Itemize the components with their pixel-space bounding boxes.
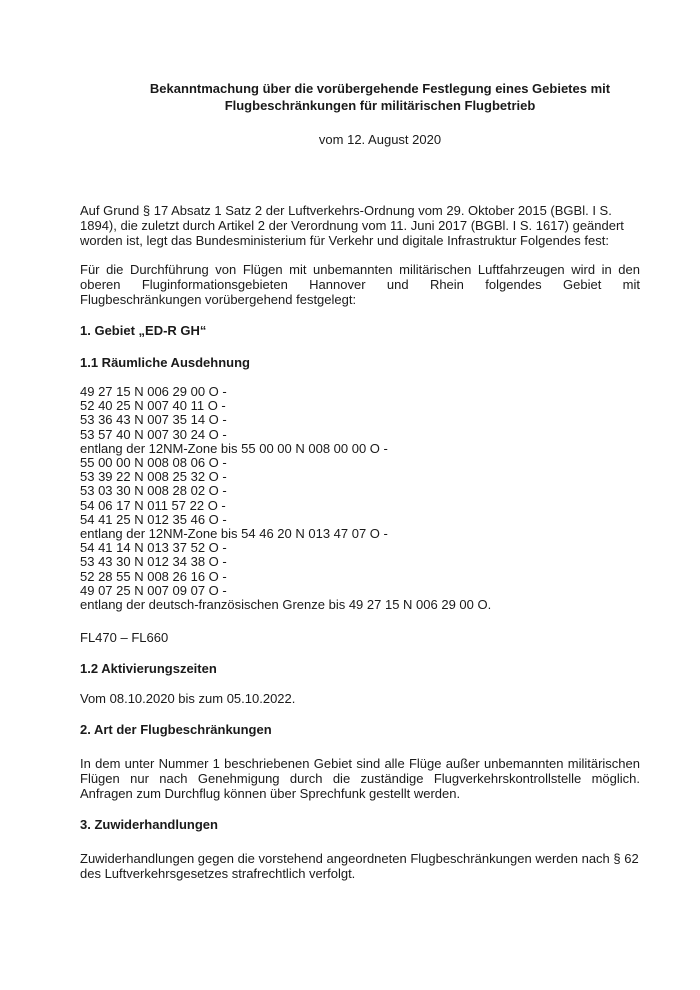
coordinate-line: entlang der 12NM-Zone bis 54 46 20 N 013 47 07 O - [80,526,388,542]
coordinate-list [80,385,640,612]
coordinate-line: 54 41 25 N 012 35 46 O - [80,511,227,527]
flight-levels: FL470 – FL660 [80,630,169,646]
activation-period: Vom 08.10.2020 bis zum 05.10.2022. [80,691,296,707]
section-1-heading: 1. Gebiet „ED-R GH“ [80,323,207,338]
title-line-2: Flugbeschränkungen für militärischen Flugbetrieb [224,98,536,113]
intro-paragraph: Auf Grund § 17 Absatz 1 Satz 2 der Luftverkehrs-Ordnung vom 29. Oktober 2015 (BGBl. I S. 1894), die zuletzt durch Artikel 2 der Verordnung vom 11. Juni 2017 (BGBl. I S. 1617) geändert worden ist, legt das Bundesministerium für Verkehr und digitale Infrastruktur Folgendes fest: [80,203,624,248]
coordinate-line: 54 41 14 N 013 37 52 O - [80,540,227,556]
coordinate-line: 53 03 30 N 008 28 02 O - [80,483,227,499]
section-2-heading: 2. Art der Flugbeschränkungen [80,722,272,738]
coordinate-line: 55 00 00 N 008 08 06 O - [80,455,227,471]
coordinate-line: entlang der deutsch-französischen Grenze bis 49 27 15 N 006 29 00 O. [80,597,492,613]
coordinate-line: 53 39 22 N 008 25 32 O - [80,469,227,485]
section-1-2-heading: 1.2 Aktivierungszeiten [80,661,217,677]
coordinate-line: 52 40 25 N 007 40 11 O - [80,398,226,414]
section-3-heading: 3. Zuwiderhandlungen [80,817,218,833]
coordinate-line: 53 57 40 N 007 30 24 O - [80,426,227,442]
purpose-paragraph: Für die Durchführung von Flügen mit unbemannten militärischen Luftfahrzeugen wird in den oberen Fluginformationsgebieten Hannover und Rhein folgendes Gebiet mit Flugbeschränkungen vorübergehend festgelegt: [80,262,640,307]
coordinate-line: 49 07 25 N 007 09 07 O - [80,582,227,598]
section-3-text: Zuwiderhandlungen gegen die vorstehend angeordneten Flugbeschränkungen werden nach § 62 des Luftverkehrsgesetzes strafrechtlich verfolgt. [80,851,639,882]
coordinate-line: 53 36 43 N 007 35 14 O - [80,412,227,428]
document-date: vom 12. August 2020 [318,132,442,147]
coordinate-line: 54 06 17 N 011 57 22 O - [80,497,226,513]
section-2-text: In dem unter Nummer 1 beschriebenen Gebiet sind alle Flüge außer unbemannten militärischen Flügen nur nach Genehmigung durch die zuständige Flugverkehrskontrollstelle möglich. Anfragen zum Durchflug können über Sprechfunk gestellt werden. [80,756,640,802]
coordinate-line: 53 43 30 N 012 34 38 O - [80,554,227,570]
document-title [120,80,640,114]
title-line-1: Bekanntmachung über die vorübergehende Festlegung eines Gebietes mit [149,81,611,96]
coordinate-line: 49 27 15 N 006 29 00 O - [80,384,227,399]
coordinate-line: entlang der 12NM-Zone bis 55 00 00 N 008 00 00 O - [80,440,388,456]
coordinate-line: 52 28 55 N 008 26 16 O - [80,568,227,584]
section-1-1-heading: 1.1 Räumliche Ausdehnung [80,355,250,370]
